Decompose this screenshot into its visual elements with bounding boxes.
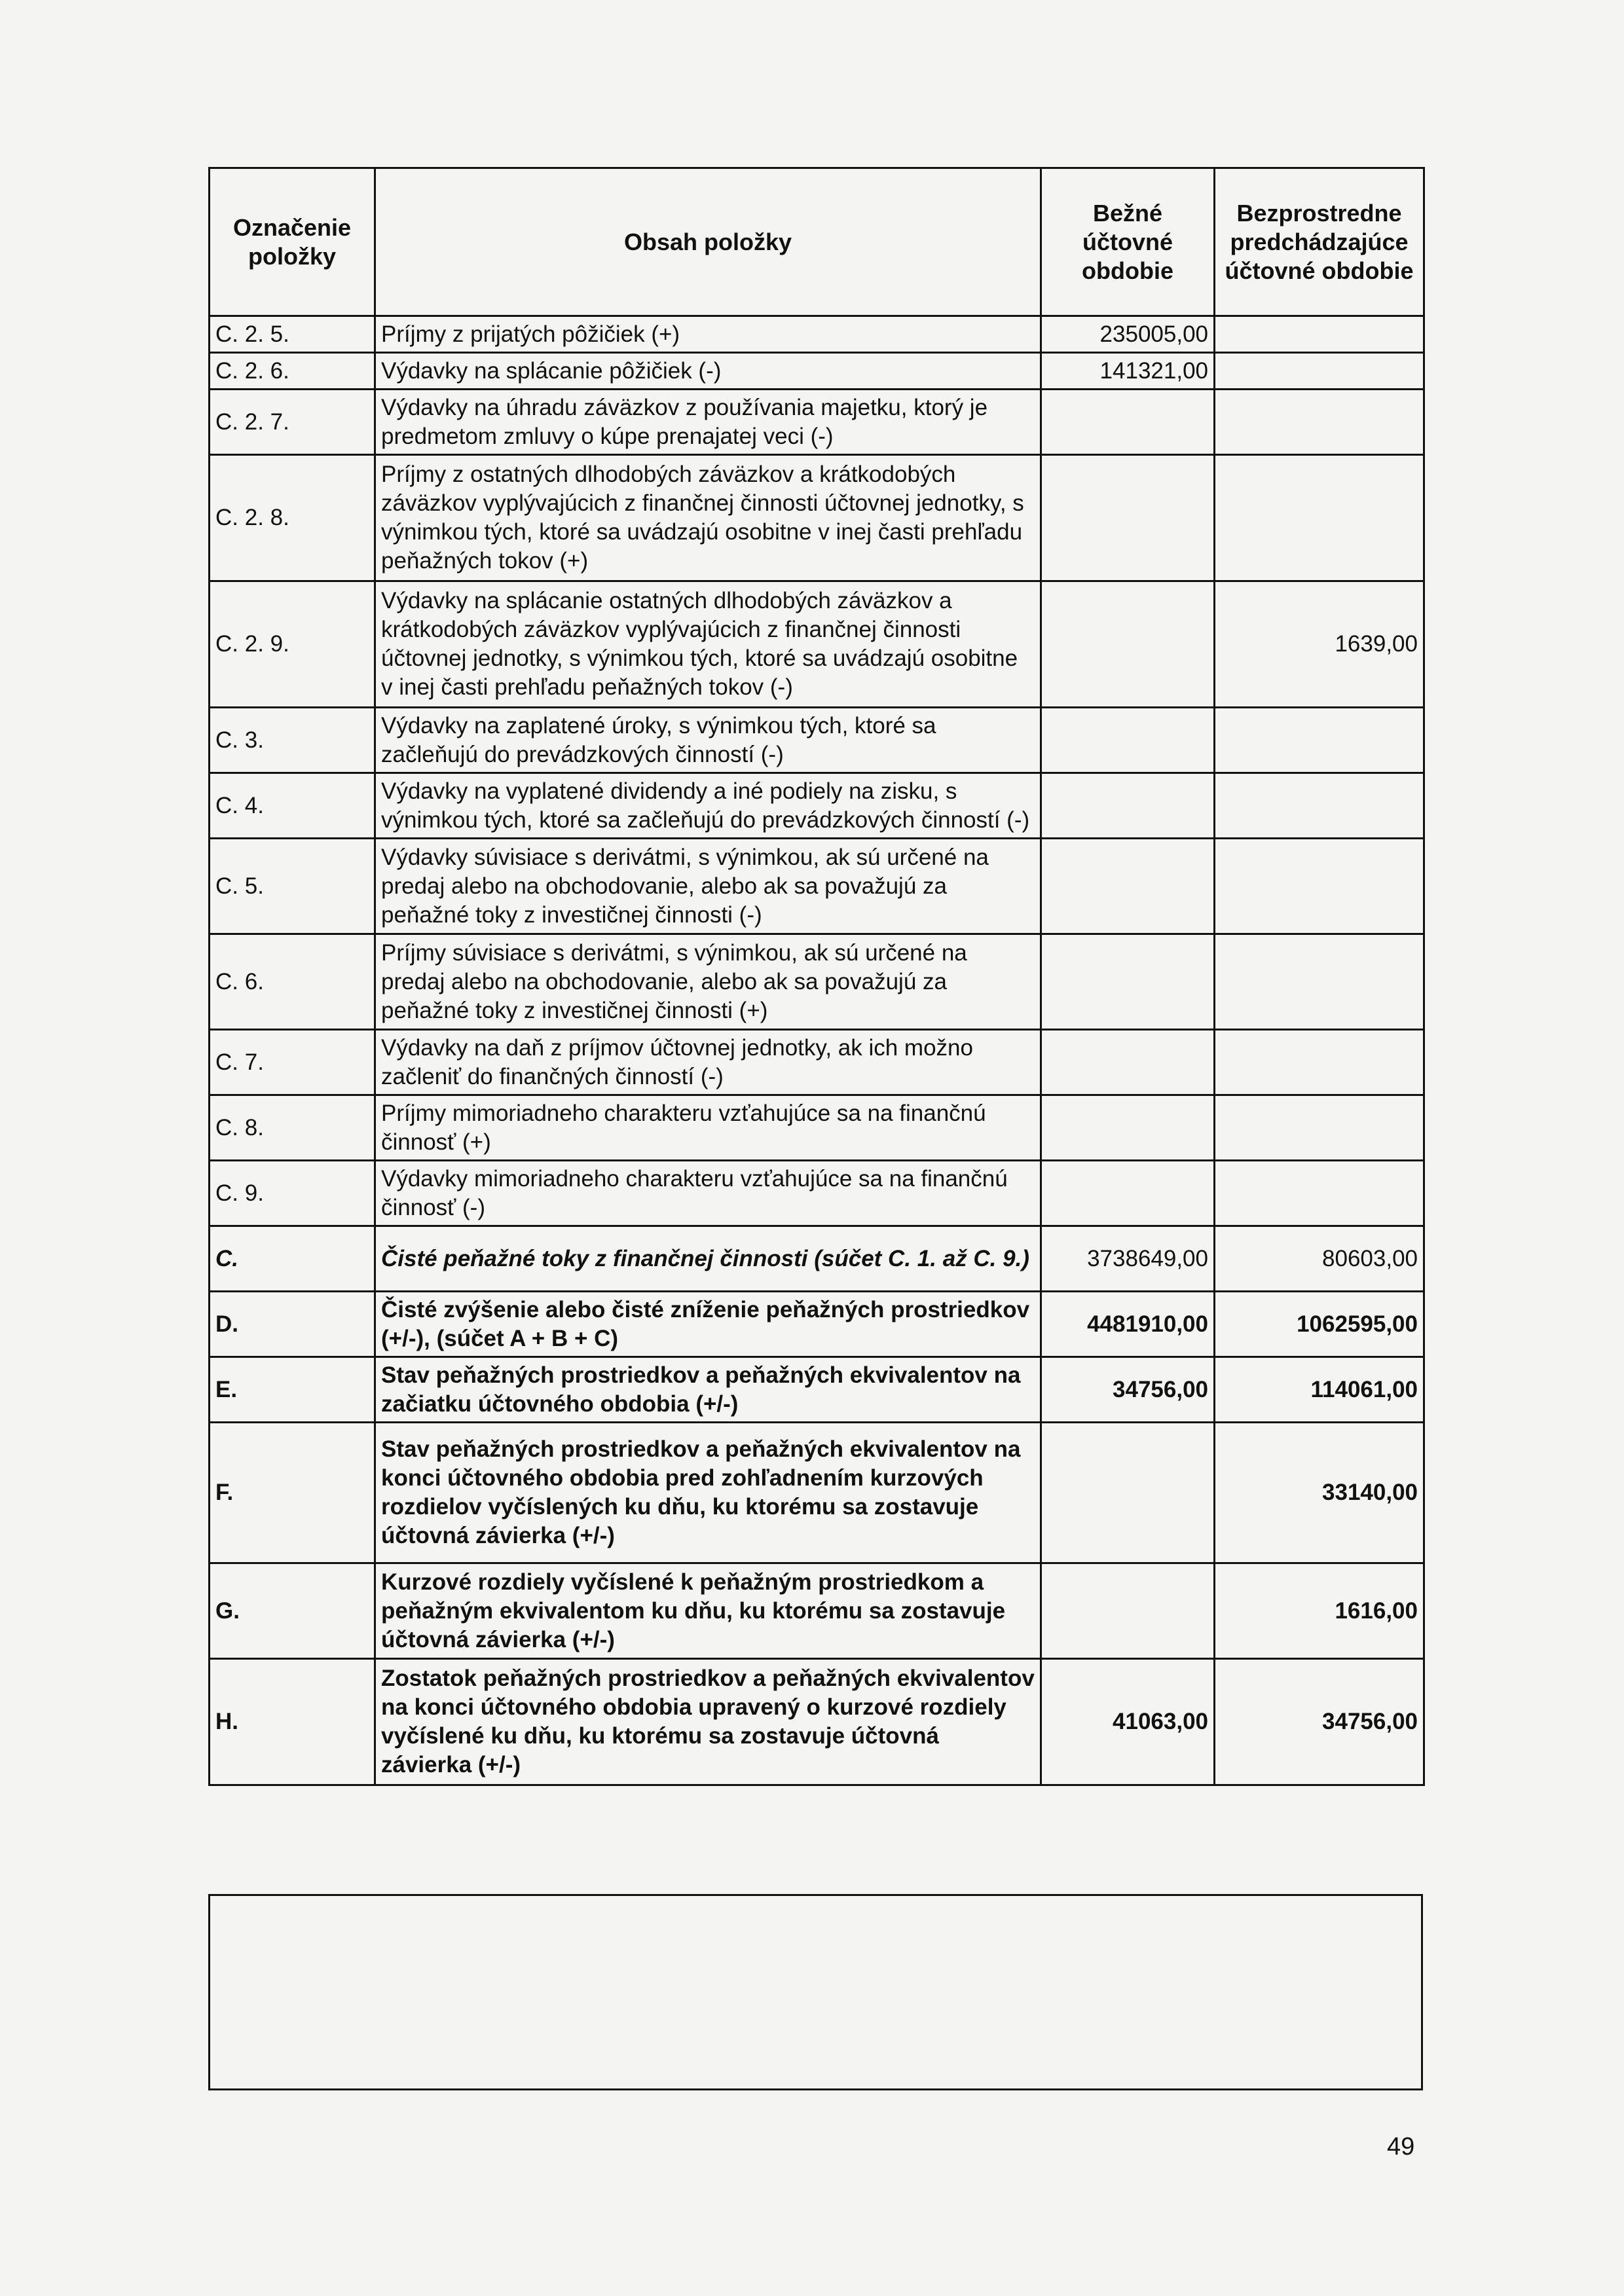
row-description: Výdavky na úhradu záväzkov z používania majetku, ktorý je predmetom zmluvy o kúpe prenajatej veci (-) (375, 390, 1041, 455)
row-description: Čisté peňažné toky z finančnej činnosti (súčet C. 1. až C. 9.) (375, 1226, 1041, 1292)
row-code: C. (210, 1226, 375, 1292)
row-description: Výdavky na vyplatené dividendy a iné podiely na zisku, s výnimkou tých, ktoré sa začleňujú do prevádzkových činností (-) (375, 773, 1041, 839)
table-row (210, 1161, 1424, 1226)
table-row (210, 1659, 1424, 1785)
header-current-period: Bežné účtovné obdobie (1041, 168, 1215, 316)
row-code: C. 2. 9. (210, 581, 375, 708)
row-description: Zostatok peňažných prostriedkov a peňažných ekvivalentov na konci účtovného obdobia upravený o kurzové rozdiely vyčíslené ku dňu, ku ktorému sa zostavuje účtovná závierka (+/-) (375, 1659, 1041, 1785)
row-code: C. 2. 6. (210, 353, 375, 390)
row-previous-value (1215, 390, 1424, 455)
row-description: Stav peňažných prostriedkov a peňažných ekvivalentov na konci účtovného obdobia pred zohľadnením kurzových rozdielov vyčíslených ku dňu, ku ktorému sa zostavuje účtovná závierka (+/-) (375, 1423, 1041, 1563)
row-previous-value (1215, 316, 1424, 353)
row-description: Stav peňažných prostriedkov a peňažných ekvivalentov na začiatku účtovného obdobia (+/-) (375, 1357, 1041, 1423)
row-code: C. 5. (210, 839, 375, 934)
row-code: G. (210, 1563, 375, 1659)
table-row (210, 353, 1424, 390)
row-description: Príjmy mimoriadneho charakteru vzťahujúce sa na finančnú činnosť (+) (375, 1095, 1041, 1161)
row-previous-value (1215, 455, 1424, 581)
row-description: Výdavky na daň z príjmov účtovnej jednotky, ak ich možno začleniť do finančných činností (-) (375, 1030, 1041, 1095)
row-previous-value (1215, 839, 1424, 934)
row-code: F. (210, 1423, 375, 1563)
row-current-value (1041, 934, 1215, 1030)
table-header-row (210, 168, 1424, 316)
table-row (210, 1423, 1424, 1563)
row-code: D. (210, 1292, 375, 1357)
row-description: Čisté zvýšenie alebo čisté zníženie peňažných prostriedkov (+/-), (súčet A + B + C) (375, 1292, 1041, 1357)
row-code: C. 8. (210, 1095, 375, 1161)
table-row (210, 455, 1424, 581)
row-current-value: 235005,00 (1041, 316, 1215, 353)
row-previous-value: 114061,00 (1215, 1357, 1424, 1423)
row-current-value (1041, 581, 1215, 708)
row-previous-value (1215, 773, 1424, 839)
row-code: C. 2. 5. (210, 316, 375, 353)
row-previous-value (1215, 1161, 1424, 1226)
row-description: Výdavky mimoriadneho charakteru vzťahujúce sa na finančnú činnosť (-) (375, 1161, 1041, 1226)
row-code: C. 2. 8. (210, 455, 375, 581)
row-code: C. 7. (210, 1030, 375, 1095)
row-code: E. (210, 1357, 375, 1423)
table-row (210, 581, 1424, 708)
page-number: 49 (1387, 2133, 1415, 2160)
row-current-value (1041, 1030, 1215, 1095)
row-previous-value (1215, 353, 1424, 390)
table-row (210, 1095, 1424, 1161)
row-current-value (1041, 839, 1215, 934)
row-current-value (1041, 773, 1215, 839)
row-previous-value (1215, 934, 1424, 1030)
row-current-value (1041, 390, 1215, 455)
row-previous-value (1215, 1095, 1424, 1161)
table-row (210, 390, 1424, 455)
empty-box (208, 1894, 1423, 2090)
row-code: C. 4. (210, 773, 375, 839)
table-row (210, 1563, 1424, 1659)
row-previous-value: 1062595,00 (1215, 1292, 1424, 1357)
row-current-value (1041, 708, 1215, 773)
row-current-value (1041, 1095, 1215, 1161)
row-current-value: 4481910,00 (1041, 1292, 1215, 1357)
row-description: Kurzové rozdiely vyčíslené k peňažným prostriedkom a peňažným ekvivalentom ku dňu, ku ktorému sa zostavuje účtovná závierka (+/-) (375, 1563, 1041, 1659)
row-current-value: 34756,00 (1041, 1357, 1215, 1423)
table-row (210, 1357, 1424, 1423)
row-current-value: 3738649,00 (1041, 1226, 1215, 1292)
row-previous-value (1215, 1030, 1424, 1095)
row-previous-value (1215, 708, 1424, 773)
header-previous-period: Bezprostredne predchádzajúce účtovné obdobie (1215, 168, 1424, 316)
table-row (210, 934, 1424, 1030)
row-code: C. 2. 7. (210, 390, 375, 455)
cash-flow-table (208, 167, 1425, 1786)
header-code: Označenie položky (210, 168, 375, 316)
table-row (210, 773, 1424, 839)
row-current-value (1041, 1563, 1215, 1659)
table-row (210, 839, 1424, 934)
row-description: Príjmy z prijatých pôžičiek (+) (375, 316, 1041, 353)
row-description: Príjmy súvisiace s derivátmi, s výnimkou, ak sú určené na predaj alebo na obchodovanie, alebo ak sa považujú za peňažné toky z investičnej činnosti (+) (375, 934, 1041, 1030)
row-previous-value: 1616,00 (1215, 1563, 1424, 1659)
row-description: Príjmy z ostatných dlhodobých záväzkov a krátkodobých záväzkov vyplývajúcich z finančnej činnosti účtovnej jednotky, s výnimkou tých, ktoré sa uvádzajú osobitne v inej časti prehľadu peňažných tokov (+) (375, 455, 1041, 581)
row-code: C. 3. (210, 708, 375, 773)
row-previous-value: 34756,00 (1215, 1659, 1424, 1785)
row-previous-value: 33140,00 (1215, 1423, 1424, 1563)
row-current-value (1041, 1161, 1215, 1226)
table-row (210, 1292, 1424, 1357)
row-code: C. 6. (210, 934, 375, 1030)
row-code: H. (210, 1659, 375, 1785)
row-current-value (1041, 1423, 1215, 1563)
row-description: Výdavky na splácanie pôžičiek (-) (375, 353, 1041, 390)
row-description: Výdavky súvisiace s derivátmi, s výnimkou, ak sú určené na predaj alebo na obchodovanie, alebo ak sa považujú za peňažné toky z investičnej činnosti (-) (375, 839, 1041, 934)
table-row (210, 1030, 1424, 1095)
row-current-value (1041, 455, 1215, 581)
table-row (210, 1226, 1424, 1292)
row-current-value: 41063,00 (1041, 1659, 1215, 1785)
row-code: C. 9. (210, 1161, 375, 1226)
table-row (210, 708, 1424, 773)
row-current-value: 141321,00 (1041, 353, 1215, 390)
table-row (210, 316, 1424, 353)
row-description: Výdavky na zaplatené úroky, s výnimkou tých, ktoré sa začleňujú do prevádzkových činností (-) (375, 708, 1041, 773)
header-content: Obsah položky (375, 168, 1041, 316)
row-previous-value: 1639,00 (1215, 581, 1424, 708)
row-previous-value: 80603,00 (1215, 1226, 1424, 1292)
row-description: Výdavky na splácanie ostatných dlhodobých záväzkov a krátkodobých záväzkov vyplývajúcich z finančnej činnosti účtovnej jednotky, s výnimkou tých, ktoré sa uvádzajú osobitne v inej časti prehľadu peňažných tokov (-) (375, 581, 1041, 708)
